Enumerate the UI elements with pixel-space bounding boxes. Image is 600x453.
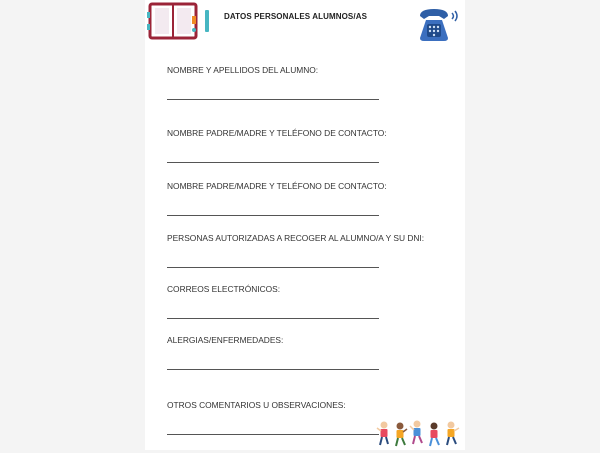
field-line-parent-2[interactable] [167, 215, 379, 216]
field-line-allergies[interactable] [167, 369, 379, 370]
page-title: DATOS PERSONALES ALUMNOS/AS [224, 12, 368, 21]
telephone-icon [414, 4, 462, 49]
field-line-student-name[interactable] [167, 99, 379, 100]
field-label-parent-1: NOMBRE PADRE/MADRE Y TELÉFONO DE CONTACTO: [167, 128, 387, 138]
field-label-comments: OTROS COMENTARIOS U OBSERVACIONES: [167, 400, 346, 410]
field-line-comments[interactable] [167, 434, 379, 435]
field-label-emails: CORREOS ELECTRÓNICOS: [167, 284, 281, 294]
tablet-calendar-icon [146, 2, 214, 45]
field-label-parent-2: NOMBRE PADRE/MADRE Y TELÉFONO DE CONTACTO: [167, 181, 387, 191]
field-line-emails[interactable] [167, 318, 379, 319]
field-label-student-name: NOMBRE Y APELLIDOS DEL ALUMNO: [167, 65, 319, 75]
field-label-authorized-persons: PERSONAS AUTORIZADAS A RECOGER AL ALUMNO/A Y SU DNI: [167, 233, 425, 243]
field-line-parent-1[interactable] [167, 162, 379, 163]
field-line-authorized-persons[interactable] [167, 267, 379, 268]
field-label-allergies: ALERGIAS/ENFERMEDADES: [167, 335, 284, 345]
running-children-illustration [376, 420, 462, 453]
